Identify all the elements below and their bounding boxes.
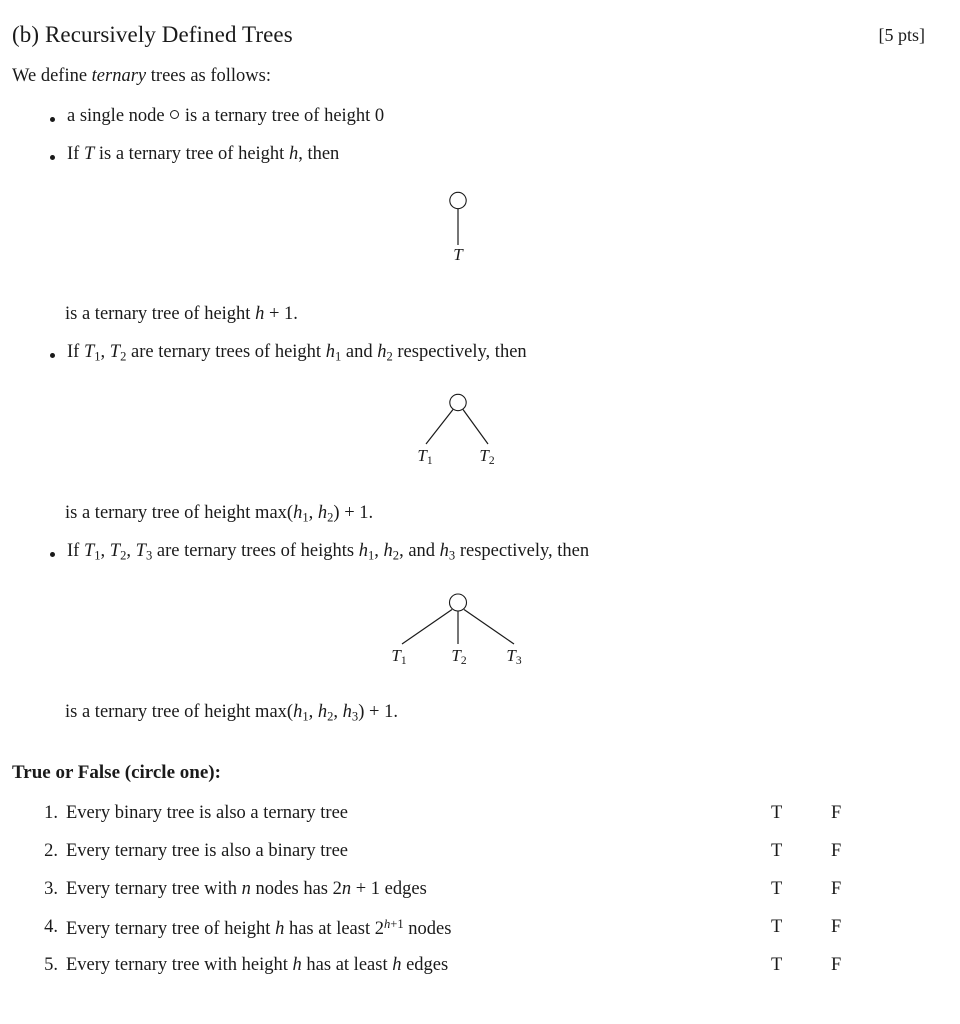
points-badge: [5 pts]: [878, 25, 925, 45]
root-node-circle: [450, 192, 466, 208]
item-number: 3.: [44, 879, 58, 899]
answer-false-option-1[interactable]: F: [831, 803, 842, 823]
item-statement: Every binary tree is also a ternary tree: [66, 803, 348, 823]
subtree-label-T3: $T_3$: [506, 646, 522, 668]
continuation-ternary: is a ternary tree of height $\max(h_1$, $h_2$, $h_3) + 1$.: [65, 702, 398, 724]
answer-false-option-3[interactable]: F: [831, 879, 842, 899]
circle-outline-icon: [170, 110, 179, 119]
subtree-label-T1: $T_1$: [417, 446, 433, 468]
answer-false-option-4[interactable]: F: [831, 917, 842, 937]
intro-sentence: [12, 66, 271, 87]
item-number: 1.: [44, 803, 58, 823]
figure-tree-two-children: [398, 388, 548, 468]
figure-tree-three-children: [370, 588, 550, 668]
answer-true-option-5[interactable]: T: [771, 955, 783, 975]
item-number: 2.: [44, 841, 58, 861]
intro-after: trees as follows:: [146, 66, 271, 86]
item-statement: Every ternary tree is also a binary tree: [66, 841, 348, 861]
item-number: 5.: [44, 955, 58, 975]
intro-before: We define: [12, 66, 92, 86]
table-row: [0, 841, 960, 867]
subtree-label-T2: $T_2$: [479, 446, 495, 468]
answer-false-option-5[interactable]: F: [831, 955, 842, 975]
figure-tree-one-child: [398, 186, 522, 266]
subtree-label-T2: $T_2$: [451, 646, 467, 668]
list-item: If T is a ternary tree of height h, then: [50, 144, 339, 165]
answer-false-option-2[interactable]: F: [831, 841, 842, 861]
answer-true-option-3[interactable]: T: [771, 879, 783, 899]
table-row: [0, 917, 960, 943]
continuation-binary: is a ternary tree of height $\max(h_1$, $h_2) + 1$.: [65, 503, 374, 525]
item-statement: Every ternary tree with height h has at least h edges: [66, 955, 449, 975]
root-node-circle: [450, 594, 467, 611]
list-item: If $T_1$, $T_2$, $T_3$ are ternary trees of heights $h_1$, $h_2$, and $h_3$ respectively, then: [50, 541, 589, 564]
list-item: a single node is a ternary tree of height 0: [50, 106, 384, 127]
edge-to-T2: [463, 410, 488, 445]
section-header: [0, 22, 960, 56]
intro-emphasis: ternary: [91, 66, 147, 86]
list-item: If $T_1$, $T_2$ are ternary trees of height $h_1$ and $h_2$ respectively, then: [50, 342, 527, 365]
subtree-label-T: T: [453, 245, 463, 264]
table-row: [0, 879, 960, 905]
edge-to-T3: [464, 610, 514, 645]
continuation-unary: is a ternary tree of height h + 1.: [65, 304, 298, 324]
page-title: (b) Recursively Defined Trees: [12, 22, 293, 47]
root-node-circle: [450, 394, 466, 410]
item-statement: Every ternary tree with n nodes has 2n + 1 edges: [66, 879, 427, 899]
table-row: [0, 955, 960, 981]
answer-true-option-4[interactable]: T: [771, 917, 783, 937]
answer-true-option-2[interactable]: T: [771, 841, 783, 861]
edge-to-T1: [402, 610, 452, 645]
subtree-label-T1: $T_1$: [391, 646, 407, 668]
edge-to-T1: [426, 410, 453, 445]
item-statement: Every ternary tree of height h has at least $2^{h+1}$ nodes: [66, 917, 452, 940]
table-row: [0, 803, 960, 829]
answer-true-option-1[interactable]: T: [771, 803, 783, 823]
item-number: 4.: [44, 917, 58, 937]
true-false-heading: True or False (circle one):: [12, 762, 221, 783]
